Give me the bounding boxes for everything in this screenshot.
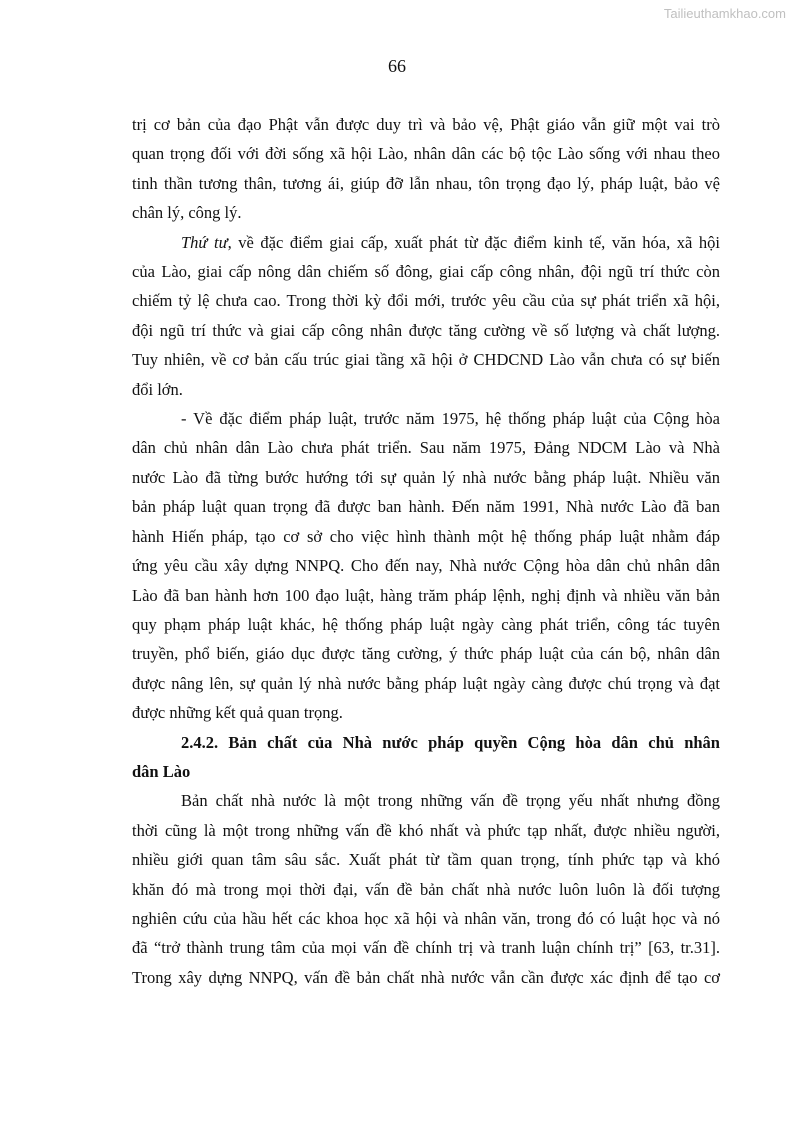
- text-line: trị cơ bản của đạo Phật vẫn được duy trì và bảo vệ, Phật giáo vẫn giữ một vai trò: [132, 115, 720, 134]
- paragraph-2: [132, 228, 720, 404]
- text-line: [132, 228, 720, 257]
- italic-lead: Thứ tư: [181, 232, 228, 252]
- text-line: thời cũng là một trong những vấn đề khó nhất và phức tạp nhất, được nhiều người,: [132, 820, 720, 840]
- text-line: khăn đó mà trong mọi thời đại, vấn đề bản chất nhà nước luôn luôn là đối tượng: [132, 879, 720, 899]
- heading-line: dân Lào: [132, 761, 191, 781]
- text-line: quan trọng đối với đời sống xã hội Lào, nhân dân các bộ tộc Lào sống với nhau theo: [132, 144, 720, 164]
- text-line: Tuy nhiên, về cơ bản cấu trúc giai tầng xã hội ở CHDCND Lào vẫn chưa có sự biến: [132, 350, 720, 370]
- text-line: được nâng lên, sự quản lý nhà nước bằng pháp luật ngày càng được chú trọng và đạt: [132, 673, 720, 693]
- text-line: ứng yêu cầu xây dựng NNPQ. Cho đến nay, Nhà nước Cộng hòa dân chủ nhân dân: [132, 556, 720, 576]
- text-line: - Về đặc điểm pháp luật, trước năm 1975, hệ thống pháp luật của Cộng hòa: [181, 409, 720, 429]
- section-heading: [132, 728, 720, 787]
- text-line: Lào đã ban hành hơn 100 đạo luật, hàng trăm pháp lệnh, nghị định và nhiều văn bản: [132, 585, 720, 605]
- text-line: dân chủ nhân dân Lào chưa phát triển. Sau năm 1975, Đảng NDCM Lào và Nhà: [132, 438, 720, 458]
- text-line: truyền, phổ biến, giáo dục được tăng cường, ý thức pháp luật của cán bộ, nhân dân: [132, 644, 720, 664]
- heading-line: 2.4.2. Bản chất của Nhà nước pháp quyền Cộng hòa dân chủ nhân: [181, 732, 720, 752]
- page-number: 66: [388, 56, 406, 76]
- paragraph-4: [132, 786, 720, 992]
- text-line: nghiên cứu của hầu hết các khoa học xã hội và nhân văn, trong đó có luật học và nó: [132, 908, 720, 928]
- text-line: chân lý, công lý.: [132, 203, 242, 223]
- text-line: tinh thần tương thân, tương ái, giúp đỡ lẫn nhau, tôn trọng đạo lý, pháp luật, bảo vệ: [132, 173, 720, 193]
- text-line: được những kết quả quan trọng.: [132, 703, 343, 723]
- text-line: đổi lớn.: [132, 379, 183, 399]
- text-line: quy phạm pháp luật khác, hệ thống pháp luật ngày càng phát triển, công tác tuyên: [132, 614, 720, 634]
- text-line: đã “trở thành trung tâm của mọi vấn đề chính trị và tranh luận chính trị” [63, tr.31].: [132, 938, 720, 958]
- text-line: bản pháp luật quan trọng đã được ban hành. Đến năm 1991, Nhà nước Lào đã ban: [132, 497, 720, 517]
- text-line: của Lào, giai cấp nông dân chiếm số đông, giai cấp công nhân, đội ngũ trí thức còn: [132, 262, 720, 282]
- watermark: Tailieuthamkhao.com: [663, 6, 786, 21]
- text-line: Bản chất nhà nước là một trong những vấn đề trọng yếu nhất nhưng đồng: [181, 791, 720, 811]
- paragraph-3: [132, 404, 720, 727]
- text-line: nước Lào đã từng bước hướng tới sự quản lý nhà nước bằng pháp luật. Nhiều văn: [132, 467, 720, 487]
- paragraph-1: [132, 110, 720, 228]
- text-line: đội ngũ trí thức và giai cấp công nhân được tăng cường về số lượng và chất lượng.: [132, 320, 720, 340]
- text-line: nhiều giới quan tâm sâu sắc. Xuất phát từ tầm quan trọng, tính phức tạp và khó: [132, 850, 720, 870]
- lead-rest: , về đặc điểm giai cấp, xuất phát từ đặc điểm kinh tế, văn hóa, xã hội: [227, 232, 720, 252]
- text-line: Trong xây dựng NNPQ, vấn đề bản chất nhà nước vẫn cần được xác định để tạo cơ: [132, 967, 720, 987]
- text-line: hành Hiến pháp, tạo cơ sở cho việc hình thành một hệ thống pháp luật nhằm đáp: [132, 526, 720, 546]
- document-body: [132, 110, 720, 992]
- text-line: chiếm tỷ lệ chưa cao. Trong thời kỳ đổi mới, trước yêu cầu của sự phát triển xã hội,: [132, 291, 720, 311]
